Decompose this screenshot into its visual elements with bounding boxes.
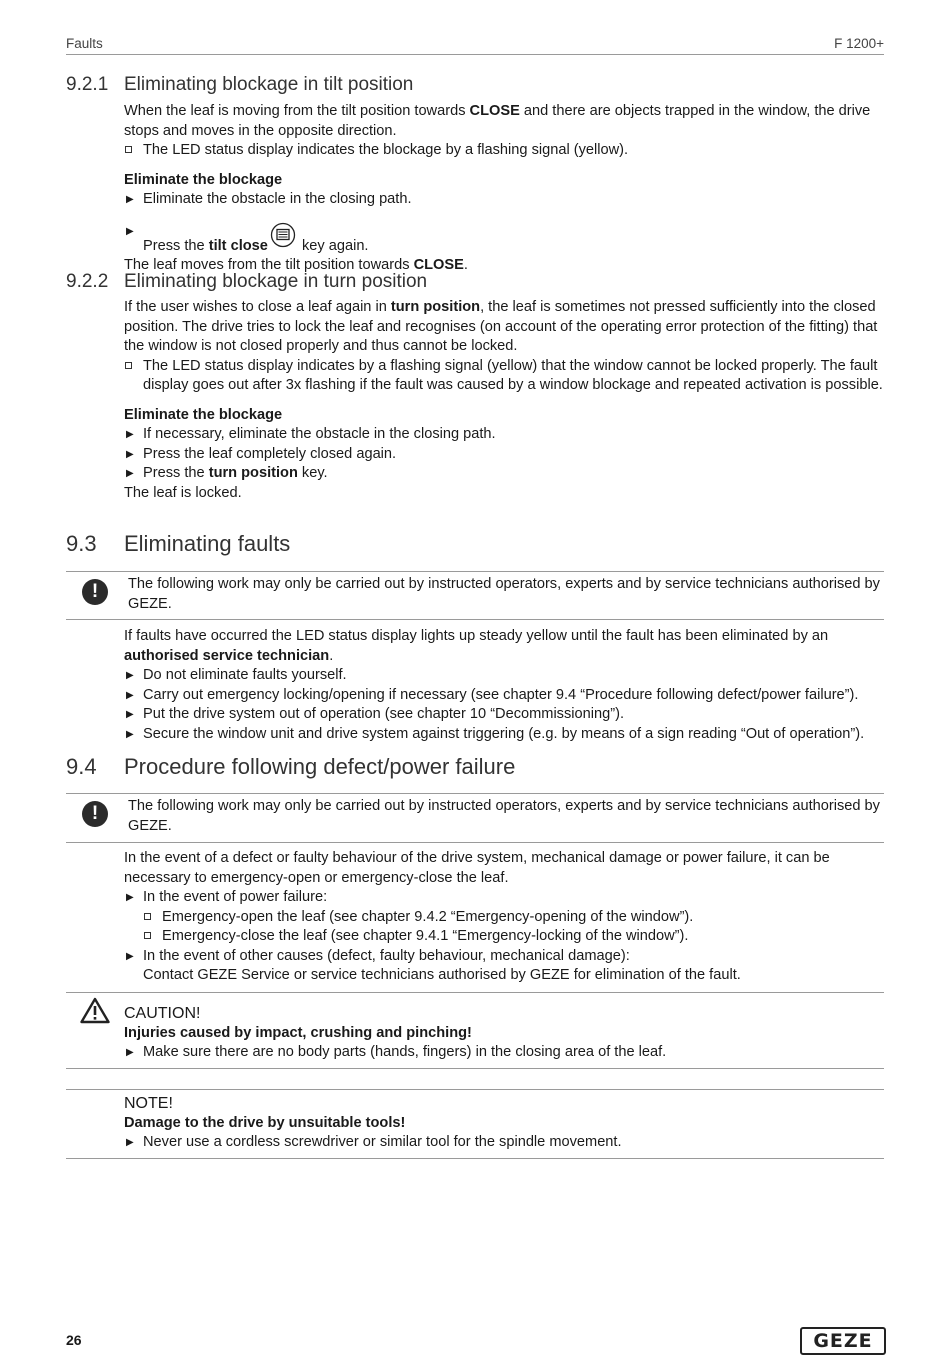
page-number: 26 [66,1332,82,1348]
note-subtitle: Damage to the drive by unsuitable tools! [124,1114,406,1131]
square-bullet-icon [144,932,151,939]
section-body-9-4 [124,849,884,986]
paragraph: If the user wishes to close a leaf again in turn position, the leaf is sometimes not pressed sufficiently into the closed position. The drive tries to lock the leaf and recognises (on account of the operating error protection of the fitting) that the window is not closed properly and thus cannot be locked. [124,299,878,354]
triangle-bullet-icon: ▶ [126,709,134,720]
triangle-bullet-icon: ▶ [126,225,134,237]
running-header-product: F 1200+ [834,36,884,51]
triangle-bullet-icon: ▶ [126,194,134,205]
step-item: ▶ Do not eliminate faults yourself. [124,666,884,686]
paragraph: In the event of a defect or faulty behaviour of the drive system, mechanical damage or power failure, it can be necessary to emergency-open or emergency-close the leaf. [124,850,830,886]
section-title-9-3: Eliminating faults [124,531,291,556]
sub-list-item: Emergency-close the leaf (see chapter 9.4.1 “Emergency-locking of the window”). [124,927,884,947]
section-number-9-2-1: 9.2.1 [66,74,109,95]
exclamation-icon: ! [82,579,108,605]
section-title-9-2-2: Eliminating blockage in turn position [124,271,428,292]
triangle-bullet-icon: ▶ [126,429,134,440]
note-block [124,1094,884,1153]
running-header-section: Faults [66,36,103,51]
tilt-close-key-icon [270,222,296,248]
step-item: ▶ In the event of other causes (defect, faulty behaviour, mechanical damage): [124,947,884,967]
section-number-9-2-2: 9.2.2 [66,271,109,292]
triangle-bullet-icon: ▶ [126,1137,134,1148]
square-bullet-icon [125,146,132,153]
section-number-9-3: 9.3 [66,531,97,556]
triangle-bullet-icon: ▶ [126,468,134,479]
caution-title: CAUTION! [124,1005,201,1022]
caution-top-rule [66,992,884,993]
step-item: ▶ Eliminate the obstacle in the closing path. [124,190,884,210]
caution-bottom-rule [66,1068,884,1069]
list-item: The LED status display indicates by a flashing signal (yellow) that the window cannot be locked properly. The fault display goes out after 3x flashing if the fault was caused by a window blockage and repeated activation is possible. [124,357,884,396]
step-item: ▶ Never use a cordless screwdriver or similar tool for the spindle movement. [124,1133,884,1153]
step-item: ▶ Press the turn position key. [124,464,884,484]
caution-subtitle: Injuries caused by impact, crushing and pinching! [124,1024,472,1041]
square-bullet-icon [144,913,151,920]
header-divider [66,54,884,55]
paragraph: If faults have occurred the LED status display lights up steady yellow until the fault has been eliminated by an authorised service technician. [124,628,829,664]
section-title-9-2-1: Eliminating blockage in tilt position [124,74,414,95]
step-item: ▶ Put the drive system out of operation (see chapter 10 “Decommissioning”). [124,705,884,725]
step-item: ▶ Carry out emergency locking/opening if necessary (see chapter 9.4 “Procedure following defect/power failure”). [124,686,884,706]
exclamation-icon: ! [82,801,108,827]
triangle-bullet-icon: ▶ [126,1047,134,1058]
step-continuation: Contact GEZE Service or service technicians authorised by GEZE for elimination of the fault. [143,967,741,983]
step-item: ▶ Press the leaf completely closed again. [124,445,884,465]
warning-top-rule [66,793,884,794]
step-item: ▶ If necessary, eliminate the obstacle in the closing path. [124,425,884,445]
square-bullet-icon [125,362,132,369]
note-top-rule [66,1089,884,1090]
triangle-bullet-icon: ▶ [126,728,134,740]
step-item: ▶ Make sure there are no body parts (hands, fingers) in the closing area of the leaf. [124,1043,884,1063]
sub-list-item: Emergency-open the leaf (see chapter 9.4.2 “Emergency-opening of the window”). [124,908,884,928]
section-title-9-4: Procedure following defect/power failure [124,754,516,779]
list-item: The LED status display indicates the blockage by a flashing signal (yellow). [124,141,884,161]
subheading: Eliminate the blockage [124,406,283,423]
warning-bottom-rule [66,842,884,843]
caution-block [124,1004,884,1063]
step-item: ▶ In the event of power failure: [124,888,884,908]
triangle-bullet-icon: ▶ [126,689,134,701]
step-item: ▶ Press the tilt close key again. [124,222,884,257]
geze-logo: GEZE [800,1327,886,1355]
result-text: The leaf is locked. [124,484,242,501]
warning-triangle-icon [80,997,110,1024]
warning-text: The following work may only be carried out by instructed operators, experts and by service technicians authorised by GEZE. [128,798,880,834]
paragraph: When the leaf is moving from the tilt position towards CLOSE and there are objects trapped in the window, the drive stops and moves in the opposite direction. [124,103,871,139]
warning-text: The following work may only be carried out by instructed operators, experts and by service technicians authorised by GEZE. [128,576,880,612]
note-bottom-rule [66,1158,884,1159]
triangle-bullet-icon: ▶ [126,950,134,962]
warning-top-rule [66,571,884,572]
triangle-bullet-icon: ▶ [126,892,134,903]
result-text: The leaf moves from the tilt position towards CLOSE. [124,257,468,273]
subheading: Eliminate the blockage [124,171,283,188]
triangle-bullet-icon: ▶ [126,448,134,460]
section-body-9-3 [124,627,884,744]
note-title: NOTE! [124,1095,173,1112]
section-number-9-4: 9.4 [66,754,97,779]
warning-bottom-rule [66,619,884,620]
triangle-bullet-icon: ▶ [126,670,134,681]
section-body-9-2-1 [124,102,884,276]
section-body-9-2-2 [124,298,884,503]
step-item: ▶ Secure the window unit and drive system against triggering (e.g. by means of a sign reading “Out of operation”). [124,725,884,745]
